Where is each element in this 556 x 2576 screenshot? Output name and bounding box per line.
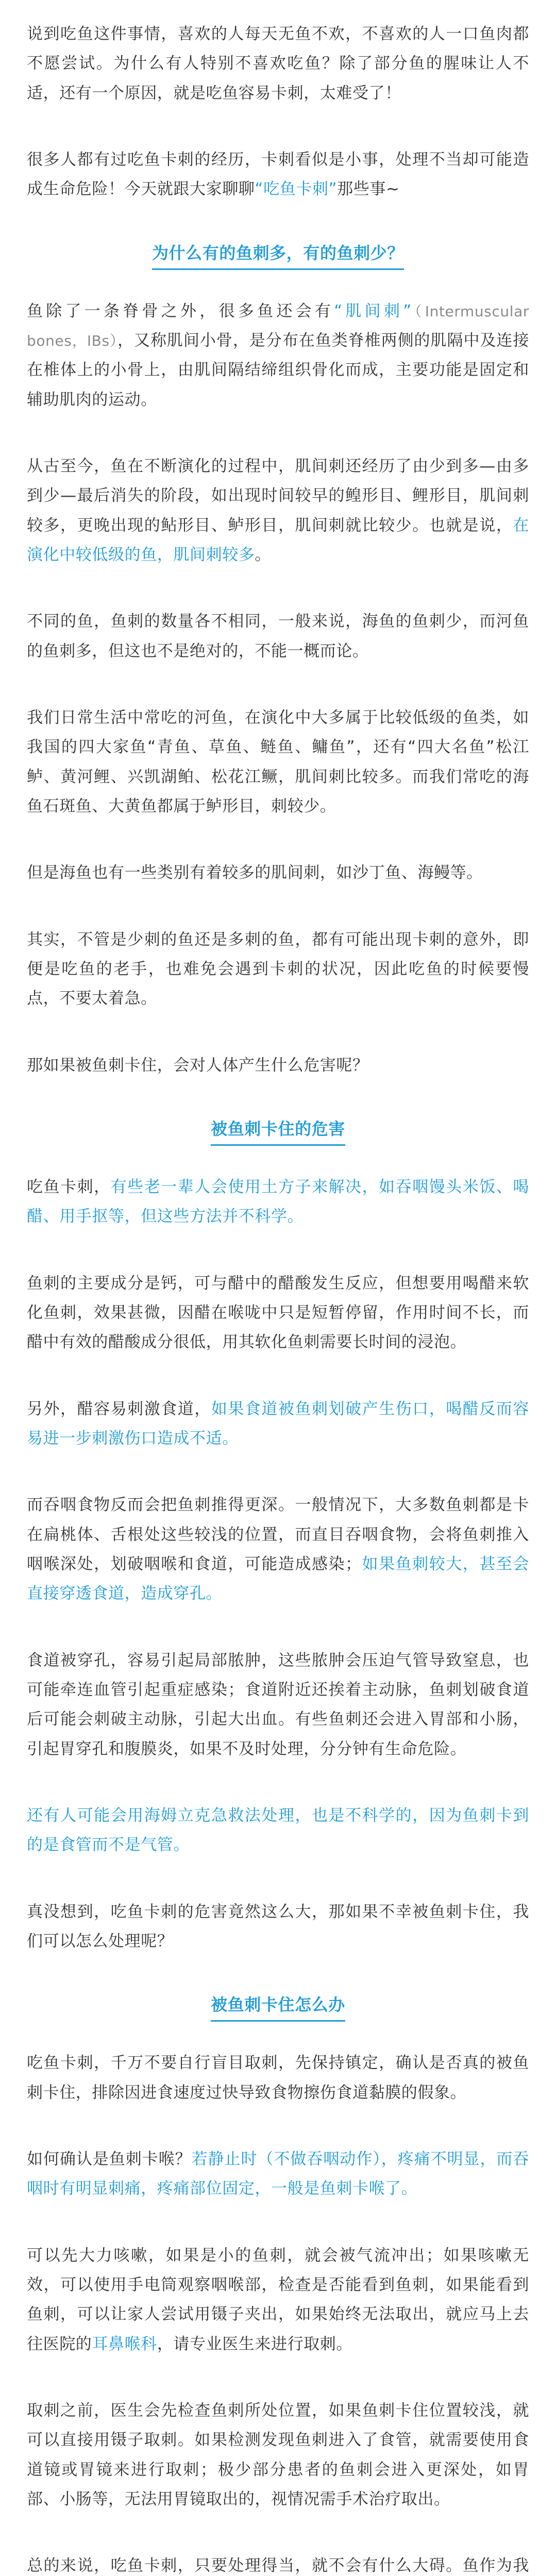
s3-paragraph-4 — [27, 2396, 529, 2514]
s1-paragraph-3 — [27, 607, 529, 666]
s2-paragraph-7 — [27, 1897, 529, 1957]
s2-paragraph-2 — [27, 1269, 529, 1358]
s3-text-5: 总的来说，吃鱼卡刺，只要处理得当，就不会有什么大碍。鱼作为我 — [27, 2556, 529, 2575]
s3-highlight-3: 耳鼻喉科 — [92, 2334, 157, 2353]
s2-paragraph-5 — [27, 1646, 529, 1764]
section1-title: 为什么有的鱼刺多，有的鱼刺少？ — [140, 242, 416, 265]
s2-text-3a: 另外，醋容易刺激食道， — [27, 1399, 211, 1418]
s3-text-2a: 如何确认是鱼刺卡喉？ — [27, 2149, 192, 2168]
s3-paragraph-2 — [27, 2145, 529, 2204]
section1-heading — [27, 242, 529, 265]
s1-paragraph-7 — [27, 1051, 529, 1080]
intro-text-2b: 那些事~ — [337, 180, 400, 199]
section3-title: 被鱼刺卡住怎么办 — [198, 1993, 358, 2016]
s3-paragraph-3 — [27, 2241, 529, 2359]
s3-text-4: 取刺之前，医生会先检查鱼刺所处位置，如果鱼刺卡住位置较浅，就可以直接用镊子取刺。如果检测发现鱼刺进入了食管，就需要使用食道镜或胃镜来进行取刺；极少部分患者的鱼刺会进入更深处，如胃部、小肠等，无法用胃镜取出的，视情况需手术治疗取出。 — [27, 2401, 529, 2509]
s1-paragraph-5 — [27, 858, 529, 888]
s2-paragraph-4 — [27, 1490, 529, 1608]
intro-paragraph-2 — [27, 145, 529, 205]
s2-highlight-3: 如果食道被鱼刺划破产生伤口，喝醋反而容易进一步刺激伤口造成不适。 — [27, 1399, 529, 1448]
s3-text-1: 吃鱼卡刺，千万不要自行盲目取刺，先保持镇定，确认是否真的被鱼刺卡住，排除因进食速度过快导致食物擦伤食道黏膜的假象。 — [27, 2054, 529, 2102]
s2-highlight-1: 有些老一辈人会使用土方子来解决，如吞咽馒头米饭、喝醋、用手抠等，但这些方法并不科学。 — [27, 1177, 529, 1226]
s1-paragraph-1 — [27, 297, 529, 415]
s1-latin-term: （Intermuscular bones，IBs） — [27, 302, 529, 349]
s1-text-3: 不同的鱼，鱼刺的数量各不相同，一般来说，海鱼的鱼刺少，而河鱼的鱼刺多，但这也不是绝对的，不能一概而论。 — [27, 612, 529, 660]
s1-paragraph-2 — [27, 452, 529, 570]
intro-text-1: 说到吃鱼这件事情，喜欢的人每天无鱼不欢，不喜欢的人一口鱼肉都不愿尝试。为什么有人特别不喜欢吃鱼？除了部分鱼的腥味让人不适，还有一个原因，就是吃鱼容易卡刺，太难受了！ — [27, 25, 529, 103]
s3-text-3b: ，请专业医生来进行取刺。 — [157, 2334, 353, 2353]
s1-highlight-2: 在演化中较低级的鱼，肌间刺较多 — [27, 516, 529, 564]
s1-text-6: 其实，不管是少刺的鱼还是多刺的鱼，都有可能出现卡刺的意外，即便是吃鱼的老手，也难免会遇到卡刺的状况，因此吃鱼的时候要慢点，不要太着急。 — [27, 930, 529, 1008]
s2-text-1a: 吃鱼卡刺， — [27, 1177, 111, 1196]
s2-text-4a: 而吞咽食物反而会把鱼刺推得更深。一般情况下，大多数鱼刺都是卡在扁桃体、舌根处这些较浅的位置，而直目吞咽食物，会将鱼刺推入咽喉深处，划破咽喉和食道，可能造成感染； — [27, 1496, 529, 1573]
s2-highlight-4: 如果鱼刺较大，甚至会直接穿透食道，造成穿孔。 — [27, 1554, 529, 1603]
s2-text-7: 真没想到，吃鱼卡刺的危害竟然这么大，那如果不幸被鱼刺卡住，我们可以怎么处理呢？ — [27, 1902, 529, 1951]
s1-highlight-1: “肌间刺” — [334, 301, 412, 320]
s3-text-3a: 可以先大力咳嗽，如果是小的鱼刺，就会被气流冲出；如果咳嗽无效，可以使用手电筒观察咽喉部，检查是否能看到鱼刺，如果能看到鱼刺，可以让家人尝试用镊子夹出，如果始终无法取出，就应马上去往医院的 — [27, 2246, 529, 2353]
s2-paragraph-6 — [27, 1801, 529, 1860]
section2-heading — [27, 1117, 529, 1141]
s2-highlight-6: 还有人可能会用海姆立克急救法处理，也是不科学的，因为鱼刺卡到的是食管而不是气管。 — [27, 1806, 529, 1855]
s3-paragraph-1 — [27, 2048, 529, 2108]
s2-paragraph-3 — [27, 1395, 529, 1454]
intro-paragraph-1 — [27, 20, 529, 108]
s1-text-4: 我们日常生活中常吃的河鱼，在演化中大多属于比较低级的鱼类，如我国的四大家鱼“青鱼、草鱼、鲢鱼、鳙鱼”，还有“四大名鱼”松江鲈、黄河鲤、兴凯湖鲌、松花江鳜，肌间刺比较多。而我们常吃的海鱼石斑鱼、大黄鱼都属于鲈形目，刺较少。 — [27, 708, 529, 816]
section3-heading — [27, 1993, 529, 2016]
intro-highlight: “吃鱼卡刺” — [255, 180, 338, 199]
s1-text-7: 那如果被鱼刺卡住，会对人体产生什么危害呢？ — [27, 1056, 369, 1075]
s3-highlight-2: 若静止时（不做吞咽动作），疼痛不明显，而吞咽时有明显刺痛，疼痛部位固定，一般是鱼刺卡喉了。 — [27, 2149, 529, 2198]
s2-text-2: 鱼刺的主要成分是钙，可与醋中的醋酸发生反应，但想要用喝醋来软化鱼刺，效果甚微，因醋在喉咙中只是短暂停留，作用时间不长，而醋中有效的醋酸成分很低，用其软化鱼刺需要长时间的浸泡。 — [27, 1274, 529, 1352]
s1-text-1a: 鱼除了一条脊骨之外，很多鱼还会有 — [27, 301, 334, 320]
s1-text-5: 但是海鱼也有一些类别有着较多的肌间刺，如沙丁鱼、海鳗等。 — [27, 863, 483, 883]
s3-paragraph-5 — [27, 2551, 529, 2576]
s2-paragraph-1 — [27, 1173, 529, 1232]
s1-paragraph-4 — [27, 703, 529, 821]
s1-text-2a: 从古至今，鱼在不断演化的过程中，肌间刺还经历了由少到多—由多到少—最后消失的阶段，如出现时间较早的鳇形目、鲤形目，肌间刺较多，更晚出现的鲇形目、鲈形目，肌间刺就比较少。也就是说， — [27, 456, 529, 535]
section2-title: 被鱼刺卡住的危害 — [198, 1117, 358, 1141]
s1-paragraph-6 — [27, 925, 529, 1014]
intro-text-2a: 很多人都有过吃鱼卡刺的经历，卡刺看似是小事，处理不当却可能造成生命危险！今天就跟大家聊聊 — [27, 150, 529, 199]
s2-text-5: 食道被穿孔，容易引起局部脓肿，这些脓肿会压迫气管导致窒息，也可能牵连血管引起重症感染；食道附近还挨着主动脉，鱼刺划破食道后可能会刺破主动脉，引起大出血。有些鱼刺还会进入胃部和小肠，引起胃穿孔和腹膜炎，如果不及时处理，分分钟有生命危险。 — [27, 1651, 529, 1758]
s1-text-1b: ，又称肌间小骨，是分布在鱼类脊椎两侧的肌隔中及连接在椎体上的小骨上，由肌间隔结缔组织骨化而成，主要功能是固定和辅助肌肉的运动。 — [27, 331, 529, 409]
s1-text-2b: 。 — [255, 545, 272, 564]
